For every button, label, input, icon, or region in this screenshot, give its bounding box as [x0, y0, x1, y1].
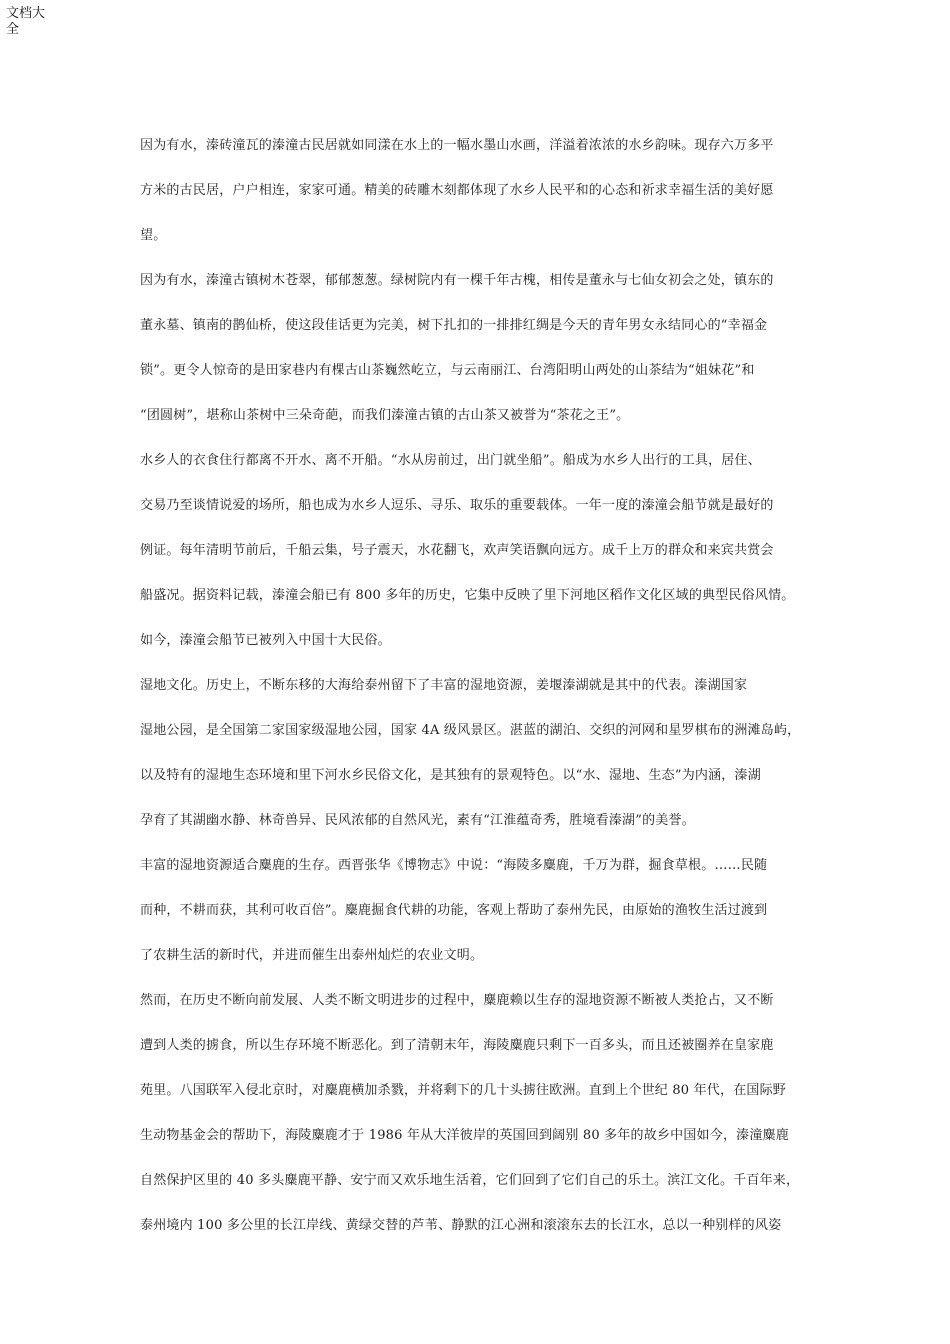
text-line: 湿地公园，是全国第二家国家级湿地公园，国家 4A 级风景区。湛蓝的湖泊、交织的河网和星罗棋布的洲滩岛屿， [140, 723, 801, 738]
text-line: 因为有水，溱砖潼瓦的溱潼古民居就如同漾在水上的一幅水墨山水画，洋溢着浓浓的水乡韵味。现存六万多平 [140, 138, 774, 153]
text-line: 孕育了其湖幽水静、林奇兽异、民风浓郁的自然风光，素有“江淮蕴奇秀，胜境看溱湖”的美誉。 [140, 813, 695, 828]
text-line: 苑里。八国联军入侵北京时，对麋鹿横加杀戮，并将剩下的几十头掳往欧洲。直到上个世纪 80 年代，在国际野 [140, 1083, 787, 1098]
text-line: 湿地文化。历史上，不断东移的大海给泰州留下了丰富的湿地资源，姜堰溱湖就是其中的代表。溱湖国家 [140, 678, 748, 693]
text-line: 交易乃至谈情说爱的场所，船也成为水乡人逗乐、寻乐、取乐的重要载体。一年一度的溱潼会船节就是最好的 [140, 498, 774, 513]
text-line: 而种，不耕而获，其利可收百倍”。麋鹿掘食代耕的功能，客观上帮助了泰州先民，由原始的渔牧生活过渡到 [140, 903, 768, 918]
text-line: 然而，在历史不断向前发展、人类不断文明进步的过程中，麋鹿赖以生存的湿地资源不断被人类抢占，又不断 [140, 993, 774, 1008]
text-line: 因为有水，溱潼古镇树木苍翠，郁郁葱葱。绿树院内有一棵千年古槐，相传是董永与七仙女初会之处，镇东的 [140, 273, 774, 288]
document-corner-label: 文档大全 [6, 6, 46, 37]
text-line: 望。 [140, 228, 167, 243]
text-line: 以及特有的湿地生态环境和里下河水乡民俗文化，是其独有的景观特色。以“水、湿地、生态”为内涵，溱湖 [140, 768, 761, 783]
text-line: 锁”。更令人惊奇的是田家巷内有棵古山茶巍然屹立，与云南丽江、台湾阳明山两处的山茶结为“姐妹花”和 [140, 363, 755, 378]
text-line: 船盛况。据资料记载，溱潼会船已有 800 多年的历史，它集中反映了里下河地区稻作文化区域的典型民俗风情。 [140, 588, 795, 603]
text-line: 丰富的湿地资源适合麋鹿的生存。西晋张华《博物志》中说：“海陵多麋鹿，千万为群，掘食草根。……民随 [140, 858, 768, 873]
text-line: 方米的古民居，户户相连，家家可通。精美的砖雕木刻都体现了水乡人民平和的心态和祈求幸福生活的美好愿 [140, 183, 774, 198]
text-line: 董永墓、镇南的鹊仙桥，使这段佳话更为完美，树下扎扣的一排排红绸是今天的青年男女永结同心的“幸福金 [140, 318, 768, 333]
text-line: 自然保护区里的 40 多头麋鹿平静、安宁而又欢乐地生活着，它们回到了它们自己的乐土。滨江文化。千百年来， [140, 1173, 800, 1188]
text-line: “团圆树”，堪称山茶树中三朵奇葩，而我们溱潼古镇的古山茶又被誉为“茶花之王”。 [140, 408, 630, 423]
text-line: 水乡人的衣食住行都离不开水、离不开船。“水从房前过，出门就坐船”。船成为水乡人出行的工具，居住、 [140, 453, 761, 468]
text-line: 遭到人类的掳食，所以生存环境不断恶化。到了清朝末年，海陵麋鹿只剩下一百多头，而且还被圈养在皇家鹿 [140, 1038, 774, 1053]
text-line: 例证。每年清明节前后，千船云集，号子震天，水花翻飞，欢声笑语飘向远方。成千上万的群众和来宾共赏会 [140, 543, 774, 558]
document-body [140, 130, 830, 1255]
text-line: 了农耕生活的新时代，并进而催生出泰州灿烂的农业文明。 [140, 948, 484, 963]
text-line: 如今，溱潼会船节已被列入中国十大民俗。 [140, 633, 391, 648]
text-line: 生动物基金会的帮助下，海陵麋鹿才于 1986 年从大洋彼岸的英国回到阔别 80 多年的故乡中国如今，溱潼麋鹿 [140, 1128, 789, 1143]
text-line: 泰州境内 100 多公里的长江岸线、黄绿交替的芦苇、静默的江心洲和滚滚东去的长江水，总以一种别样的风姿 [140, 1218, 782, 1233]
